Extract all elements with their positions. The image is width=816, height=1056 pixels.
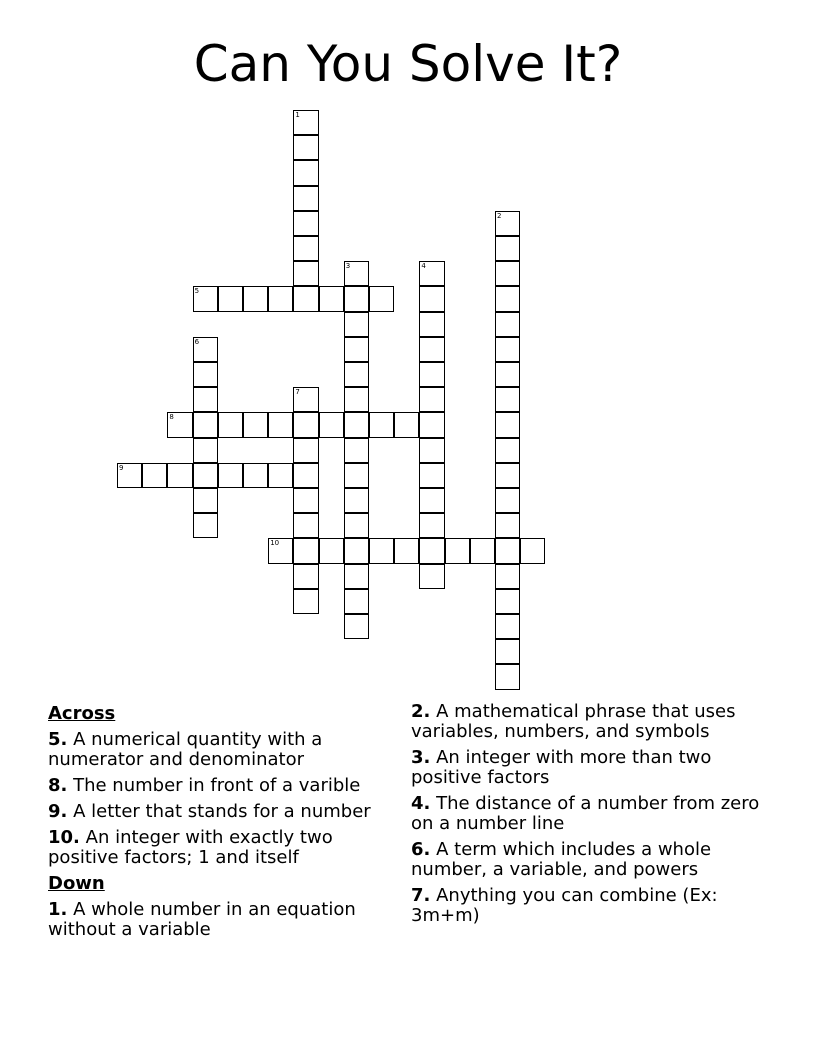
clue-text: An integer with exactly two positive factors; 1 and itself — [48, 827, 333, 868]
grid-cell[interactable] — [344, 538, 369, 563]
grid-cell[interactable] — [167, 463, 192, 488]
grid-cell[interactable] — [495, 589, 520, 614]
grid-cell[interactable] — [495, 488, 520, 513]
cell-number: 5 — [194, 287, 200, 296]
clue-number: 8. — [48, 775, 68, 796]
clue-item — [411, 794, 781, 834]
grid-cell[interactable] — [319, 538, 344, 563]
grid-cell[interactable] — [495, 337, 520, 362]
grid-cell[interactable] — [218, 463, 243, 488]
grid-cell[interactable] — [319, 286, 344, 311]
grid-cell[interactable] — [193, 362, 218, 387]
grid-cell[interactable] — [495, 312, 520, 337]
grid-cell[interactable] — [293, 261, 318, 286]
grid-cell[interactable] — [293, 412, 318, 437]
grid-cell[interactable] — [495, 236, 520, 261]
clue-text: A mathematical phrase that uses variables, numbers, and symbols — [411, 701, 736, 742]
grid-cell[interactable] — [495, 438, 520, 463]
grid-cell[interactable] — [243, 286, 268, 311]
grid-cell[interactable] — [117, 463, 142, 488]
grid-cell[interactable] — [419, 538, 444, 563]
grid-cell[interactable] — [193, 337, 218, 362]
grid-cell[interactable] — [344, 564, 369, 589]
grid-cell[interactable] — [344, 362, 369, 387]
across-clue-list — [48, 730, 398, 868]
grid-cell[interactable] — [344, 589, 369, 614]
cell-number: 1 — [295, 111, 300, 119]
grid-cell[interactable] — [495, 463, 520, 488]
grid-cell[interactable] — [344, 387, 369, 412]
grid-cell[interactable] — [470, 538, 495, 563]
clue-item — [48, 730, 398, 770]
grid-cell[interactable] — [243, 412, 268, 437]
grid-cell[interactable] — [268, 286, 293, 311]
grid-cell[interactable] — [520, 538, 545, 563]
grid-cell[interactable] — [293, 564, 318, 589]
clue-text: A term which includes a whole number, a variable, and powers — [411, 839, 712, 880]
grid-cell[interactable] — [293, 513, 318, 538]
grid-cell[interactable] — [495, 664, 520, 689]
clue-text: A whole number in an equation without a variable — [48, 899, 356, 940]
grid-cell[interactable] — [394, 412, 419, 437]
grid-cell[interactable] — [495, 362, 520, 387]
grid-cell[interactable] — [419, 387, 444, 412]
grid-cell[interactable] — [268, 538, 293, 563]
grid-cell[interactable] — [193, 286, 218, 311]
grid-cell[interactable] — [293, 186, 318, 211]
grid-cell[interactable] — [268, 463, 293, 488]
clues-left-column — [48, 702, 398, 946]
grid-cell[interactable] — [344, 513, 369, 538]
grid-cell[interactable] — [293, 488, 318, 513]
grid-cell[interactable] — [293, 387, 318, 412]
clue-text: A letter that stands for a number — [73, 801, 371, 822]
grid-cell[interactable] — [495, 261, 520, 286]
down-clue-list-left — [48, 900, 398, 940]
grid-cell[interactable] — [268, 412, 293, 437]
grid-cell[interactable] — [419, 412, 444, 437]
grid-cell[interactable] — [419, 337, 444, 362]
clue-text: An integer with more than two positive factors — [411, 747, 712, 788]
grid-cell[interactable] — [495, 412, 520, 437]
clue-item — [411, 702, 781, 742]
clue-number: 7. — [411, 885, 431, 906]
clue-item — [411, 840, 781, 880]
clue-text: Anything you can combine (Ex: 3m+m) — [411, 885, 718, 926]
grid-cell[interactable] — [419, 312, 444, 337]
clue-number: 10. — [48, 827, 80, 848]
cell-number: 9 — [119, 463, 124, 472]
grid-cell[interactable] — [293, 589, 318, 614]
down-clue-list-right — [411, 702, 781, 926]
grid-cell[interactable] — [419, 438, 444, 463]
clue-item — [411, 886, 781, 926]
grid-cell[interactable] — [344, 261, 369, 286]
clue-text: The distance of a number from zero on a number line — [411, 793, 760, 834]
grid-cell[interactable] — [369, 538, 394, 563]
clue-number: 3. — [411, 747, 431, 768]
grid-cell[interactable] — [419, 513, 444, 538]
grid-cell[interactable] — [167, 412, 192, 437]
grid-cell[interactable] — [293, 135, 318, 160]
grid-cell[interactable] — [142, 463, 167, 488]
cell-number: 3 — [345, 262, 351, 271]
clue-number: 5. — [48, 729, 68, 750]
clue-number: 9. — [48, 801, 68, 822]
cell-number: 10 — [270, 539, 280, 548]
grid-cell[interactable] — [419, 362, 444, 387]
grid-cell[interactable] — [344, 312, 369, 337]
grid-cell[interactable] — [293, 438, 318, 463]
clue-item — [48, 900, 398, 940]
down-heading: Down — [48, 873, 105, 894]
grid-cell[interactable] — [495, 564, 520, 589]
grid-cell[interactable] — [495, 513, 520, 538]
clue-text: The number in front of a varible — [73, 775, 361, 796]
grid-cell[interactable] — [369, 412, 394, 437]
clue-number: 6. — [411, 839, 431, 860]
grid-cell[interactable] — [419, 261, 444, 286]
clue-item — [48, 802, 398, 822]
grid-cell[interactable] — [344, 412, 369, 437]
cell-number: 8 — [169, 413, 174, 422]
grid-cell[interactable] — [193, 387, 218, 412]
clue-number: 4. — [411, 793, 431, 814]
grid-cell[interactable] — [344, 286, 369, 311]
across-heading: Across — [48, 703, 116, 724]
grid-cell[interactable] — [419, 286, 444, 311]
grid-cell[interactable] — [419, 463, 444, 488]
grid-cell[interactable] — [293, 211, 318, 236]
grid-cell[interactable] — [394, 538, 419, 563]
grid-cell[interactable] — [319, 412, 344, 437]
puzzle-title: Can You Solve It? — [193, 35, 623, 93]
clue-text: A numerical quantity with a numerator and denominator — [48, 729, 323, 770]
grid-cell[interactable] — [344, 614, 369, 639]
grid-cell[interactable] — [193, 488, 218, 513]
grid-cell[interactable] — [419, 488, 444, 513]
grid-cell[interactable] — [419, 564, 444, 589]
grid-cell[interactable] — [243, 463, 268, 488]
cell-number: 6 — [194, 337, 200, 346]
grid-cell[interactable] — [293, 286, 318, 311]
grid-cell[interactable] — [193, 513, 218, 538]
grid-cell[interactable] — [293, 236, 318, 261]
clue-item — [411, 748, 781, 788]
cell-number: 2 — [497, 211, 502, 220]
clues-right-column — [411, 702, 781, 932]
grid-cell[interactable] — [344, 488, 369, 513]
grid-cell[interactable] — [495, 286, 520, 311]
clue-number: 2. — [411, 701, 431, 722]
grid-cell[interactable] — [344, 337, 369, 362]
grid-cell[interactable] — [193, 463, 218, 488]
clue-number: 1. — [48, 899, 68, 920]
grid-cell[interactable] — [495, 614, 520, 639]
grid-cell[interactable] — [218, 286, 243, 311]
grid-cell[interactable] — [445, 538, 470, 563]
grid-cell[interactable] — [495, 538, 520, 563]
grid-cell[interactable] — [495, 211, 520, 236]
grid-cell[interactable] — [293, 160, 318, 185]
grid-cell[interactable] — [495, 387, 520, 412]
grid-cell[interactable] — [495, 639, 520, 664]
grid-cell[interactable] — [293, 538, 318, 563]
grid-cell[interactable] — [193, 412, 218, 437]
grid-cell[interactable] — [344, 438, 369, 463]
clue-item — [48, 776, 398, 796]
grid-cell[interactable] — [293, 110, 318, 135]
grid-cell[interactable] — [369, 286, 394, 311]
grid-cell[interactable] — [293, 463, 318, 488]
cell-number: 4 — [421, 262, 426, 271]
clue-item — [48, 828, 398, 868]
cell-number: 7 — [295, 388, 300, 397]
grid-cell[interactable] — [218, 412, 243, 437]
grid-cell[interactable] — [193, 438, 218, 463]
grid-cell[interactable] — [344, 463, 369, 488]
